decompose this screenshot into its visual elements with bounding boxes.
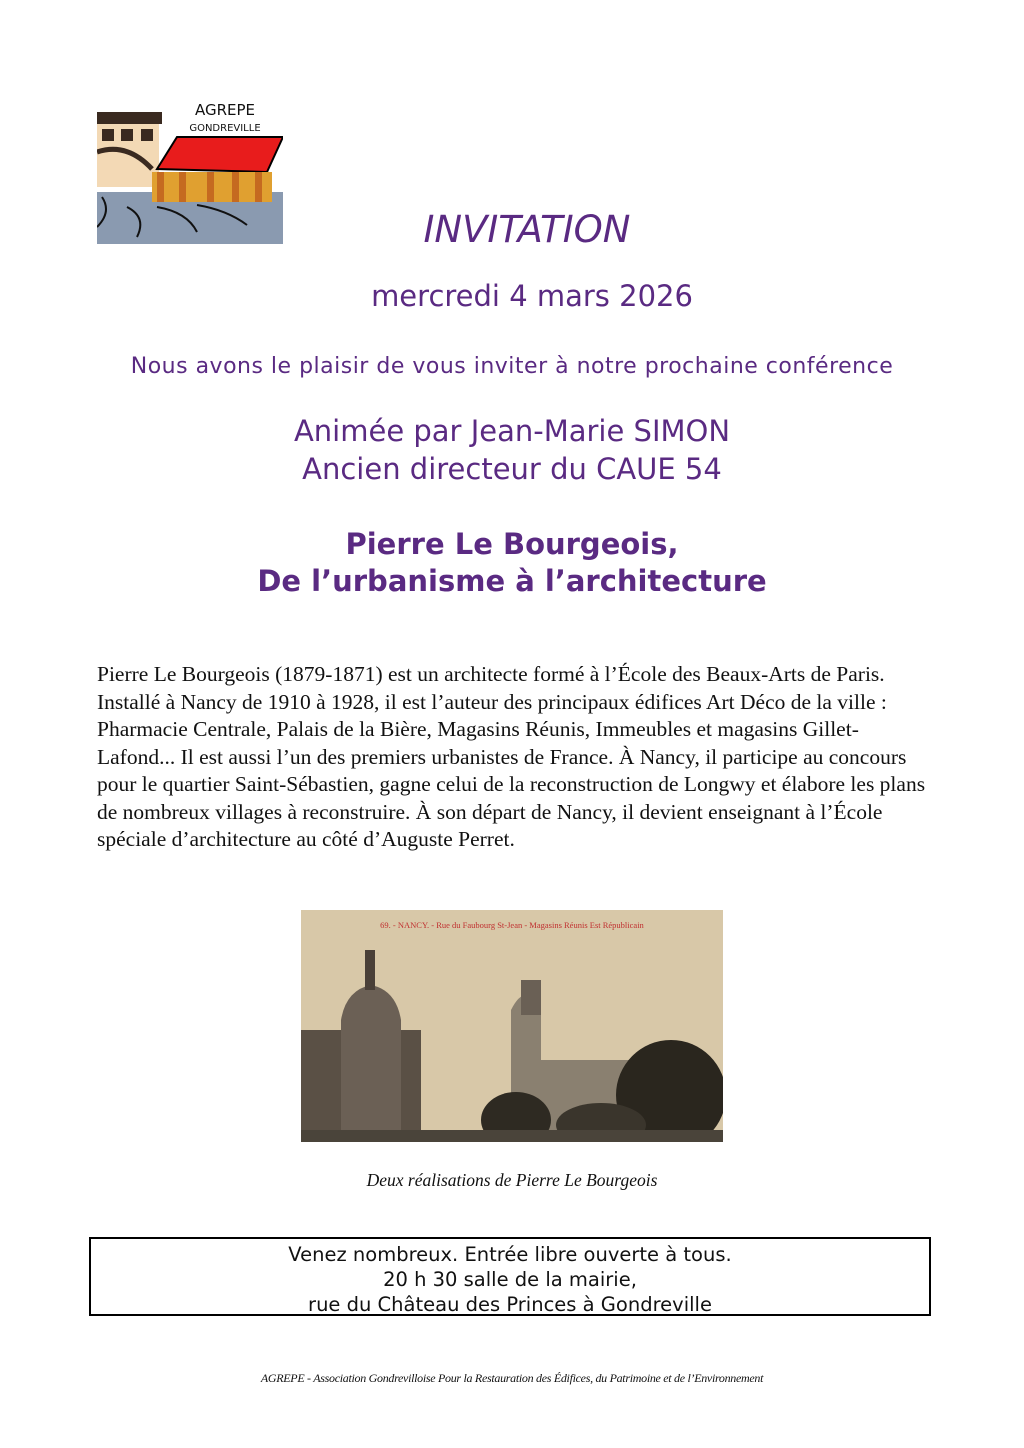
svg-text:GONDREVILLE: GONDREVILLE xyxy=(189,123,261,134)
svg-text:AGREPE: AGREPE xyxy=(194,101,256,119)
topic-line-1: Pierre Le Bourgeois, xyxy=(345,527,679,561)
speaker-name: Animée par Jean-Marie SIMON xyxy=(293,414,731,448)
svg-text:69. - NANCY. - Rue du Faubourg: 69. - NANCY. - Rue du Faubourg St-Jean - Magasins Réunis Est Républicain xyxy=(380,920,644,930)
info-line-2: 20 h 30 salle de la mairie, xyxy=(383,1268,637,1291)
conference-topic xyxy=(0,526,1024,600)
body-paragraph: Pierre Le Bourgeois (1879-1871) est un architecte formé à l’École des Beaux-Arts de Paris. Installé à Nancy de 1910 à 1928, il est l’auteur des principaux édifices Art Déco de la ville : Pharmacie Centrale, Palais de la Bière, Magasins Réunis, Immeubles et magasins Gillet-Lafond... Il est aussi l’un des premiers urbanistes de France. À Nancy, il participe au concours pour le quartier Saint-Sébastien, gagne celui de la reconstruction de Longwy et élabore les plans de nombreux villages à reconstruire. À son départ de Nancy, il devient enseignant à l’École spéciale d’architecture au côté d’Auguste Perret. xyxy=(97,662,926,851)
info-line-1: Venez nombreux. Entrée libre ouverte à tous. xyxy=(288,1243,732,1266)
topic-line-2: De l’urbanisme à l’architecture xyxy=(257,564,767,598)
speaker-role: Ancien directeur du CAUE 54 xyxy=(302,452,722,486)
page-title: INVITATION xyxy=(423,208,631,251)
event-info-box xyxy=(89,1237,931,1316)
footer-text: AGREPE - Association Gondrevilloise Pour la Restauration des Édifices, du Patrimoine et de l’Environnement xyxy=(260,1371,764,1385)
event-date: mercredi 4 mars 2026 xyxy=(371,279,693,313)
photo-caption: Deux réalisations de Pierre Le Bourgeois xyxy=(366,1170,658,1190)
postcard-photo xyxy=(301,910,723,1142)
intro-text: Nous avons le plaisir de vous inviter à notre prochaine conférence xyxy=(130,354,894,379)
info-line-3: rue du Château des Princes à Gondreville xyxy=(308,1293,712,1316)
speaker-info xyxy=(0,412,1024,488)
